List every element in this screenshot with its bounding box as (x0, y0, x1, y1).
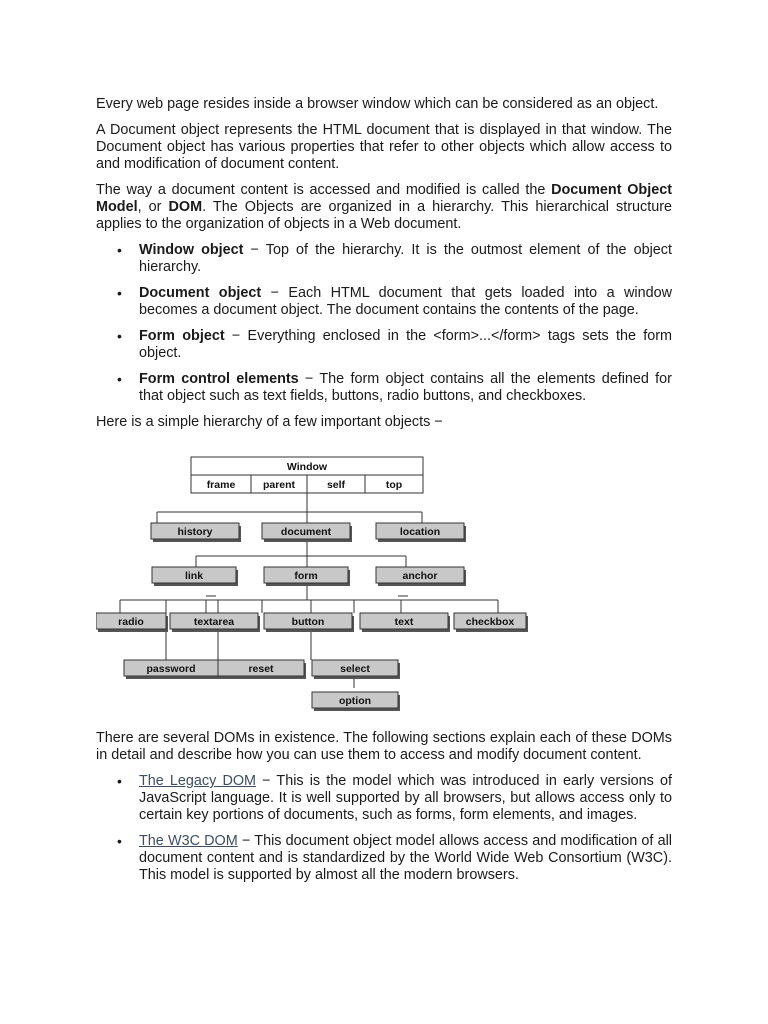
bullet-icon: • (117, 285, 122, 301)
list-item-document-object: • Document object − Each HTML document that gets loaded into a window becomes a document object. The document contains the contents of the page. (117, 285, 672, 318)
svg-text:text: text (394, 616, 414, 628)
bullet-icon: • (117, 328, 122, 344)
reset-node (218, 660, 306, 679)
link-node (152, 567, 238, 586)
svg-text:location: location (399, 526, 441, 538)
anchor-node (376, 567, 466, 586)
object-hierarchy-diagram (96, 440, 672, 722)
list-item-legacy-dom: • The Legacy DOM − This is the model which was introduced in early versions of JavaScript language. It is well supported by all browsers, but allows access only to certain key portions of documents, such as forms, form elements, and images. (117, 773, 672, 823)
checkbox-node (454, 613, 528, 632)
document-object-paragraph: A Document object represents the HTML document that is displayed in that window. The Document object has various properties that refer to other objects which allow access to and modification of document content. (96, 122, 672, 172)
dom-types-list (96, 773, 672, 884)
bullet-icon: • (117, 242, 122, 258)
location-node (376, 523, 466, 542)
svg-text:textarea: textarea (193, 616, 235, 628)
list-item-w3c-dom: • The W3C DOM − This document object model allows access and modification of all document content and is standardized by the World Wide Web Consortium (W3C). This model is supported by almost all the modern browsers. (117, 833, 672, 883)
document-node (262, 523, 352, 542)
svg-text:option: option (338, 695, 372, 707)
bullet-icon: • (117, 833, 122, 849)
svg-text:checkbox: checkbox (465, 616, 515, 628)
svg-text:password: password (146, 663, 196, 675)
window-prop-self: self (326, 479, 346, 491)
term-form-object: Form object (139, 328, 225, 344)
svg-text:reset: reset (248, 663, 274, 675)
intro-paragraph: Every web page resides inside a browser window which can be considered as an object. (96, 96, 659, 112)
form-node (264, 567, 350, 586)
window-title: Window (286, 461, 328, 473)
doms-overview-paragraph: There are several DOMs in existence. The following sections explain each of these DOMs in detail and describe how you can use them to access and modify document content. (96, 730, 672, 763)
list-item-form-object: • Form object − Everything enclosed in the <form>...</form> tags sets the form object. (117, 328, 672, 361)
dom-definition-paragraph: The way a document content is accessed and modified is called the Document Object Model, or DOM. The Objects are organized in a hierarchy. This hierarchical structure applies to the organization of objects in a Web document. (96, 182, 672, 232)
svg-text:form: form (294, 570, 318, 582)
svg-text:history: history (177, 526, 213, 538)
textarea-node (170, 613, 260, 632)
history-node (151, 523, 241, 542)
svg-text:link: link (184, 570, 204, 582)
term-window-object: Window object (139, 242, 244, 258)
w3c-dom-link[interactable]: The W3C DOM (139, 833, 238, 849)
svg-text:document: document (280, 526, 332, 538)
list-item-window-object: • Window object − Top of the hierarchy. It is the outmost element of the object hierarchy. (117, 242, 672, 275)
objects-list (96, 242, 672, 405)
document-page (96, 96, 672, 893)
window-prop-top: top (385, 479, 403, 491)
text-node (360, 613, 450, 632)
svg-text:radio: radio (118, 616, 144, 628)
term-form-control-elements: Form control elements (139, 371, 299, 387)
hierarchy-intro-paragraph: Here is a simple hierarchy of a few important objects − (96, 414, 443, 430)
legacy-dom-link[interactable]: The Legacy DOM (139, 773, 257, 789)
button-node (264, 613, 354, 632)
window-node (191, 457, 423, 493)
list-item-form-control-elements: • Form control elements − The form object contains all the elements defined for that object such as text fields, buttons, radio buttons, and checkboxes. (117, 371, 672, 404)
hierarchy-connectors (120, 493, 498, 688)
svg-text:select: select (340, 663, 370, 675)
bullet-icon: • (117, 371, 122, 387)
radio-node (96, 613, 168, 632)
password-node (124, 660, 220, 679)
option-node (312, 692, 400, 711)
select-node (312, 660, 400, 679)
window-prop-frame: frame (206, 479, 236, 491)
term-document-object: Document object (139, 285, 262, 301)
bullet-icon: • (117, 773, 122, 789)
svg-text:button: button (291, 616, 325, 628)
svg-text:anchor: anchor (402, 570, 438, 582)
window-prop-parent: parent (262, 479, 296, 491)
